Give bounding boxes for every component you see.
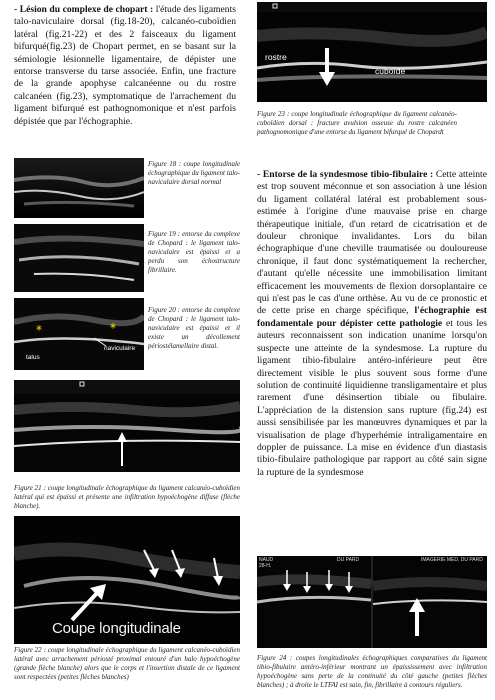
figure-24-image: [257, 556, 487, 648]
figure-20-caption: Figure 20 : entorse du complexe de Chopard : le ligament talo-naviculaire est épaissi et il existe un décollement périostélamellaire distal.: [148, 306, 240, 350]
syndesmose-paragraph: [257, 169, 487, 479]
figure-18-ultrasound: [14, 158, 144, 218]
figure-18-caption: Figure 18 : coupe longitudinale échographique du ligament talo-naviculaire dorsal normal: [148, 160, 240, 186]
figure-22-caption: Figure 22 : coupe longitudinale échographique du ligament calcanéo-cuboïdien latéral avec arrachement périosté proximal entouré d'un halo hypoéchogène (grande flèche blanche) alors que le corps et l'insertion distale de ce ligament sont respectées (petites flèches blanches): [14, 646, 240, 681]
chopart-text: l'étude des ligaments talo-naviculaire dorsal (fig.18-20), calcanéo-cuboïdien latéral (fig.21-22) et des 2 faisceaux du ligament bifurqué(fig.23) de Chopart permet, en se basant sur la sémiologie lésionnelle ligamentaire, de dépister une entorse transverse du tarse associée. Enfin, une fracture de la grande apophyse calcanéenne ou du rostre calcanéen (fig.23), symptomatique de l'arrachement du ligament bifurqué est pathognomonique et n'est parfois dépistée que par l'échographie.: [14, 4, 237, 127]
figure-20-ultrasound: [14, 298, 144, 370]
asterisk-marker: *: [110, 321, 116, 335]
figure-21-image: [14, 380, 240, 472]
label-coupe-longitudinale: Coupe longitudinale: [52, 620, 181, 637]
fig24-header-mid: DU PARD: [337, 557, 360, 563]
figure-23-image: [257, 2, 487, 102]
fig24-header-left2: 28-H.: [259, 563, 272, 569]
asterisk-marker: *: [36, 323, 42, 337]
chopart-title: - Lésion du complexe de chopart :: [14, 4, 154, 15]
figure-21-ultrasound: [14, 380, 240, 472]
syndesmose-title: - Entorse de la syndesmose tibio-fibulaire :: [257, 169, 434, 180]
figure-24-ultrasound: [257, 556, 487, 648]
figure-19-ultrasound: [14, 224, 144, 292]
label-naviculaire: naviculaire: [104, 345, 136, 352]
figure-21-caption: Figure 21 : coupe longitudinale échographique du ligament calcanéo-cuboïdien latéral qui est épaissi et présente une infiltration hypoéchogène diffuse (flèche blanche).: [14, 484, 240, 510]
label-rostre: rostre: [265, 52, 287, 62]
syndesmose-text-1: Cette atteinte est trop souvent méconnue et son association à une lésion du ligament collatéral latéral est probablement sous-estimée à l'origine d'une mauvaise prise en charge thérapeutique initiale, d'un retard de cicatrisation et de douleur chronique invalidantes. Lors du bilan échographique d'une cheville traumatisée ou douloureuse chronique, il faut donc systématiquement la rechercher, d'autant qu'elle nécessite une immobilisation limitant efficacement les mouvements de flexion dorsoplantaire ce qui n'est pas le cas d'une orthèse. Au vu de ce pronostic et de cette prise en charge spécifique,: [257, 169, 487, 317]
figure-19-image: [14, 224, 144, 292]
syndesmose-text-2: et tous les auteurs reconnaissent son indication unanime lorsqu'on suspecte une atteinte de la syndesmose. La rupture du ligament tibio-fibulaire antéro-inférieure peut être directement visible le plus souvent sous forme d'une solution de continuité liquidienne transligamentaire et plus rarement d'une désinsertion tibiale ou fibulaire. L'appréciation de la distension sans rupture (fig.24) est aussi sensibilisée par les manœuvres dynamiques et par la visualisation de plage d'hyperhémie intraligamentaire en doppler de puissance. La mise en évidence d'un diastasis tibio-fibulaire pathologique par rapport au côté sain signe la rupture de la syndesmose: [257, 317, 488, 478]
syndesmose-bold: l'échographie est fondamentale pour dépister cette pathologie: [257, 305, 487, 329]
figure-18-image: [14, 158, 144, 218]
fig24-header-right: IMAGERIE MED. DU PARD: [421, 557, 483, 563]
figure-24-caption: Figure 24 : coupes longitudinales échographiques comparatives du ligament tibio-fibulaire antéro-inférieur montrant un épaississement avec infiltration hypoéchogène sans perte de la continuité du côté gauche (petites flèches blanches) ; à droite le LTFAI est sain, fin, fibrillaire à contours réguliers.: [257, 654, 487, 689]
label-cuboide: cuboïde: [375, 66, 406, 76]
chopart-paragraph: [14, 4, 236, 128]
figure-22-ultrasound: [14, 516, 240, 644]
figure-23-ultrasound: [257, 2, 487, 102]
figure-23-caption: Figure 23 : coupe longitudinale échographique du ligament calcanéo-cuboïdien dorsal : fracture avulsion osseuse du rostre calcanéen pathognomonique d'une entorse du ligament bifurqué de Chopardt: [257, 110, 457, 136]
fig24-header-left: NAUD: [259, 557, 274, 563]
figure-19-caption: Figure 19 : entorse du complexe de Chopard : le ligament talo-naviculaire est épaissi et a perdu son échostructure fibrillaire.: [148, 230, 240, 274]
label-talus: talus: [26, 354, 40, 361]
